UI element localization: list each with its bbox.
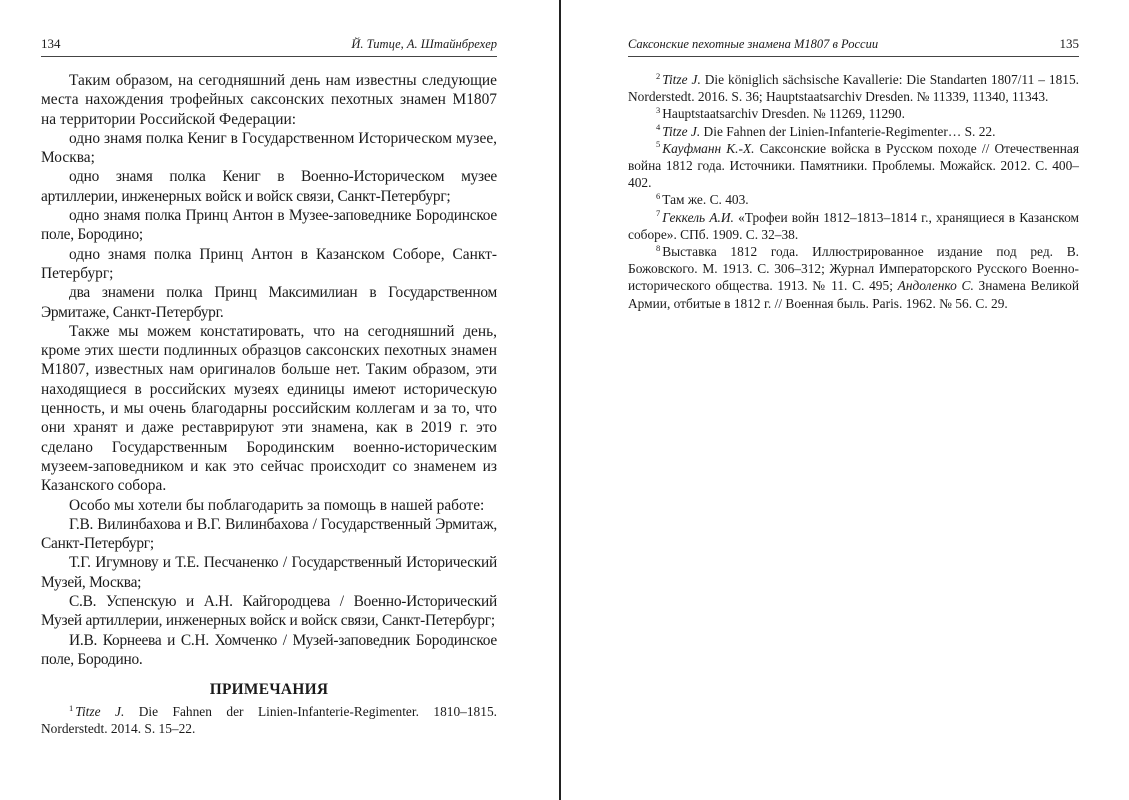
footnote-text: Выставка 1812 года. Иллюстрированное издание под ред. В. Божовского. М. 1913. С. 306–312; Журнал Императорского Русского Военно-исторического общества. 1913. № 11. С. 495;	[628, 244, 1079, 294]
footnote	[628, 140, 1079, 192]
footnote-text: Die Fahnen der Linien-Infanterie-Regimenter… S. 22.	[700, 123, 996, 139]
left-page	[0, 0, 559, 800]
paragraph: одно знамя полка Кениг в Государственном Историческом музее, Москва;	[41, 129, 497, 167]
footnote	[628, 243, 1079, 312]
footnote-text: Знамена Великой Армии, отбитые в 1812 г. // Военная быль. Paris. 1962. № 56. С. 29.	[628, 278, 1080, 311]
page-number-right: 135	[1059, 36, 1079, 51]
footnote-text: «Трофеи войн 1812–1813–1814 г., хранящиеся в Казанском соборе». СПб. 1909. С. 32–38.	[628, 209, 1080, 242]
paragraph: одно знамя полка Принц Антон в Казанском Соборе, Санкт-Петербург;	[41, 245, 497, 282]
footnote-author: Titze J.	[662, 123, 701, 139]
footnote	[628, 209, 1079, 243]
footnote-author: Titze J.	[662, 72, 701, 87]
paragraph: Особо мы хотели бы поблагодарить за помощь в нашей работе:	[69, 496, 485, 514]
footnote-author: Андоленко С.	[897, 278, 974, 294]
footnote-author: Titze J.	[75, 704, 125, 720]
footnote-text: Die königlich sächsische Kavallerie: Die Standarten 1807/11 – 1815. Norderstedt. 2016. S. 36; Hauptstaatsarchiv Dresden. № 11339, 11340, 11343.	[628, 72, 1079, 105]
footnotes-right	[628, 71, 1079, 312]
main-text	[41, 71, 497, 669]
footnote	[628, 123, 1079, 140]
footnote-number: 4	[656, 122, 661, 133]
footnote-number: 1	[69, 702, 74, 713]
footnote	[41, 703, 497, 737]
paragraph: Г.В. Вилинбахова и В.Г. Вилинбахова / Государственный Эрмитаж, Санкт-Петербург;	[41, 515, 497, 553]
paragraph: И.В. Корнеева и С.Н. Хомченко / Музей-заповедник Бородинское поле, Бородино.	[41, 631, 497, 668]
paragraph: Т.Г. Игумнову и Т.Е. Песчаненко / Государственный Исторический Музей, Москва;	[41, 554, 497, 591]
running-head-left	[41, 36, 497, 57]
paragraph: С.В. Успенскую и А.Н. Кайгородцева / Военно-Исторический Музей артиллерии, инженерных войск и войск связи, Санкт-Петербург;	[41, 593, 497, 630]
running-title-right: Саксонские пехотные знамена М1807 в России	[628, 37, 879, 51]
page-number-left: 134	[41, 36, 61, 51]
paragraph: два знамени полка Принц Максимилиан в Государственном Эрмитаже, Санкт-Петербург.	[41, 284, 497, 321]
footnote-number: 2	[656, 70, 661, 81]
paragraph: одно знамя полка Принц Антон в Музее-заповеднике Бородинское поле, Бородино;	[41, 207, 497, 244]
footnote-number: 5	[656, 139, 661, 150]
footnote-number: 3	[656, 104, 661, 115]
footnote-author: Кауфманн К.-Х.	[662, 140, 755, 156]
footnote-number: 8	[656, 242, 661, 253]
footnote-text: Там же. С. 403.	[662, 192, 749, 208]
paragraph: Также мы можем констатировать, что на сегодняшний день, кроме этих шести подлинных образцов саксонских пехотных знамен М1807, известных нам оригиналов больше нет. Таким образом, эти находящиеся в российских музеях единицы имеют историческую ценность, и мы очень благодарны российским коллегам и за то, что они хранят и даже реставрируют эти знамена, как в 2019 г. это сделано Государственным Бородинским военно-историческим музеем-заповедником и как это сейчас происходит со знаменем из Казанского собора.	[41, 322, 497, 495]
running-head-right	[628, 36, 1079, 57]
footnote	[628, 105, 1079, 122]
footnote-number: 7	[656, 208, 661, 219]
footnotes-left	[41, 703, 497, 737]
paragraph: одно знамя полка Кениг в Военно-Историческом музее артиллерии, инженерных войск и войск связи, Санкт-Петербург;	[41, 168, 497, 205]
footnote-number: 6	[656, 190, 661, 201]
footnote	[628, 71, 1079, 105]
footnote-text: Hauptstaatsarchiv Dresden. № 11269, 11290.	[662, 106, 905, 122]
right-page	[562, 0, 1129, 800]
running-title-left: Й. Титце, А. Штайнбрехер	[351, 37, 497, 51]
paragraph: Таким образом, на сегодняшний день нам известны следующие места нахождения трофейных саксонских пехотных знамен М1807 на территории Российской Федерации:	[41, 72, 497, 128]
footnote-author: Геккель А.И.	[662, 209, 734, 225]
footnote	[628, 191, 1079, 208]
page-gutter	[559, 0, 561, 800]
footnote-text: Саксонские войска в Русском походе // Отечественная война 1812 года. Источники. Памятники. Проблемы. Можайск. 2012. С. 400–402.	[628, 140, 1080, 191]
notes-heading: ПРИМЕЧАНИЯ	[209, 681, 329, 699]
footnote-text: Die Fahnen der Linien-Infanterie-Regimenter. 1810–1815. Norderstedt. 2014. S. 15–22.	[41, 704, 497, 737]
